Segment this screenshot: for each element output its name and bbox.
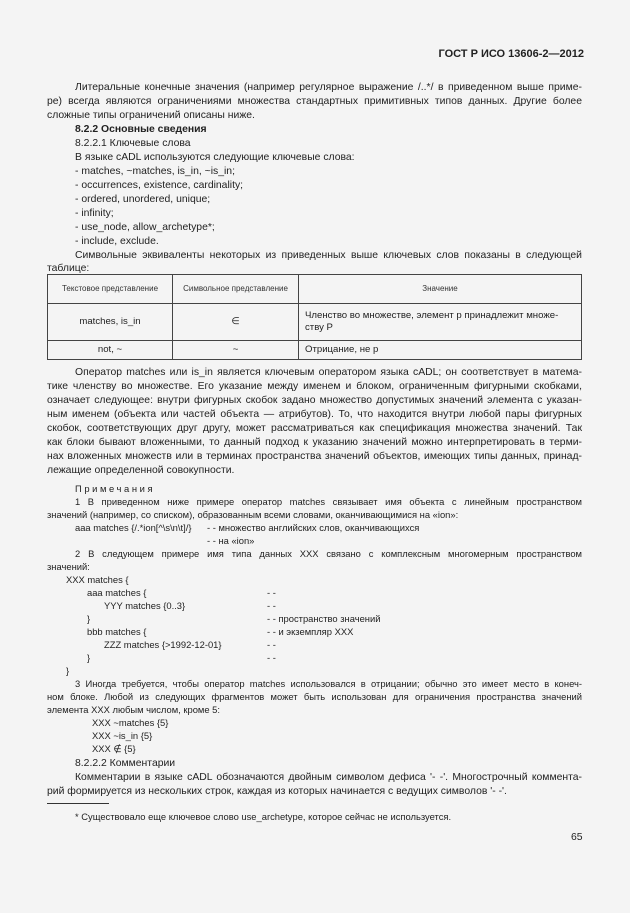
section-heading-8221: 8.2.2.1 Ключевые слова: [75, 138, 191, 149]
keyword-item: - ordered, unordered, unique;: [75, 194, 211, 205]
note2-code-line: aaa matches {: [87, 587, 147, 598]
table-header-cell: Текстовое представление: [48, 275, 173, 304]
table-header-cell: Символьное представление: [173, 275, 299, 304]
keyword-item: - infinity;: [75, 208, 114, 219]
operator-para-line: тике членству во множестве. Его указание между именем и блоком, ограниченным фигурными скобками,: [47, 381, 582, 392]
table-row: [48, 341, 582, 360]
note2-code-comment: - - и экземпляр XXX: [267, 626, 354, 637]
table-cell-meaning: Отрицание, не р: [299, 341, 582, 360]
note2-line: значений:: [47, 561, 90, 572]
note3-code-line: XXX ~is_in {5}: [92, 730, 153, 741]
keyword-item: - matches, ~matches, is_in, ~is_in;: [75, 166, 235, 177]
note2-code-line: }: [87, 652, 91, 663]
table-cell-meaning: Членство во множестве, элемент р принадлежит множе-ству Р: [299, 304, 582, 341]
table-cell-text: matches, is_in: [48, 304, 173, 341]
note2-code-comment: - -: [267, 600, 276, 611]
note1-comment: - - на «ion»: [207, 535, 255, 546]
note2-code-comment: - -: [267, 639, 276, 650]
section-heading-822: 8.2.2 Основные сведения: [75, 124, 207, 135]
note1-line: 1 В приведенном ниже примере оператор matches связывает имя объекта с линейным пространством: [75, 496, 582, 507]
operator-para-line: как блоки бывают вложенными, то данный подход к указанию значений можно интерпретировать в терми-: [47, 437, 582, 448]
note3-code-line: XXX ~matches {5}: [92, 717, 169, 728]
intro-line: ре) всегда являются ограничениями множества стандартных примитивных типов данных. Другие более: [47, 96, 582, 107]
note2-code-line: YYY matches {0..3}: [104, 600, 186, 611]
operator-para-line: скобок, соответствующих друг другу, может рассматриваться как спецификация множества значений. Так: [47, 423, 582, 434]
note1-comment: - - множество английских слов, оканчивающихся: [207, 522, 420, 533]
keyword-item: - use_node, allow_archetype*;: [75, 222, 215, 233]
operator-para-line: нах вложенных множеств или в терминах пространства значений объектов, имеющих типы данных, принад-: [47, 451, 582, 462]
comments-para-line: Комментарии в языке cADL обозначаются двойным символом дефиса '- -'. Многострочный коммента-: [75, 772, 582, 783]
document-header: ГОСТ Р ИСО 13606-2—2012: [438, 48, 584, 60]
operator-para-line: означает следующее: внутри фигурных скобок задано множество допустимых значений элемента с указан-: [47, 395, 582, 406]
operator-para-line: ным именем (объекта или частей объекта — атрибутов). То, что находится внутри любой пары фигурных: [47, 409, 582, 420]
note2-code-line: }: [87, 613, 91, 624]
table-header-cell: Значение: [299, 275, 582, 304]
comments-para-line: рий формируется из нескольких строк, каждая из которых начинается с ведущих символов '- -'.: [47, 786, 507, 797]
symbols-intro-line: таблице:: [47, 263, 90, 274]
note1-line: значений (например, со списком), образованным всеми словами, оканчивающимися на «ion»:: [47, 509, 459, 520]
table-cell-symbol: ~: [173, 341, 299, 360]
note3-line: ном блоке. Любой из следующих фрагментов может быть использован для ограничения пространства значений: [47, 691, 582, 702]
page-number: 65: [571, 832, 583, 843]
operator-para-line: лежащие определенной совокупности.: [47, 465, 235, 476]
notes-title: Примечания: [75, 483, 156, 494]
table-cell-text: not, ~: [48, 341, 173, 360]
keyword-symbol-table: [47, 274, 582, 360]
note2-code-comment: - - пространство значений: [267, 613, 381, 624]
note2-code-line: XXX matches {: [66, 574, 129, 585]
note3-code-line: XXX ∉ {5}: [92, 743, 136, 754]
footnote-divider: [47, 803, 109, 804]
table-header-row: [48, 275, 582, 304]
intro-line: Литеральные конечные значения (например регулярное выражение /..*/ в приведенном выше приме-: [75, 82, 582, 93]
operator-para-line: Оператор matches или is_in является ключевым оператором языка cADL; он соответствует в матема-: [75, 367, 582, 378]
note2-code-line: bbb matches {: [87, 626, 147, 637]
keywords-intro: В языке cADL используются следующие ключевые слова:: [75, 152, 355, 163]
note2-line: 2 В следующем примере имя типа данных XXX связано с комплексным многомерным пространством: [75, 548, 582, 559]
keyword-item: - include, exclude.: [75, 236, 159, 247]
note2-code-comment: - -: [267, 652, 276, 663]
note1-code: aaa matches {/.*ion[^\s\n\t]/}: [75, 522, 192, 533]
note2-code-line: }: [66, 665, 70, 676]
note2-code-comment: - -: [267, 587, 276, 598]
footnote: * Существовало еще ключевое слово use_archetype, которое сейчас не используется.: [75, 811, 452, 822]
note2-code-line: ZZZ matches {>1992-12-01}: [104, 639, 222, 650]
section-heading-8222: 8.2.2.2 Комментарии: [75, 758, 176, 769]
intro-line: сложные типы ограничений описаны ниже.: [47, 110, 255, 121]
note3-line: элемента XXX любым числом, кроме 5:: [47, 704, 220, 715]
table-row: [48, 304, 582, 341]
keyword-item: - occurrences, existence, cardinality;: [75, 180, 244, 191]
table-cell-symbol: ∈: [173, 304, 299, 341]
note3-line: 3 Иногда требуется, чтобы оператор matches использовался в отрицании; обычно это имеет место в конеч-: [75, 678, 582, 689]
symbols-intro-line: Символьные эквиваленты некоторых из приведенных выше ключевых слов показаны в следующей: [75, 250, 582, 261]
